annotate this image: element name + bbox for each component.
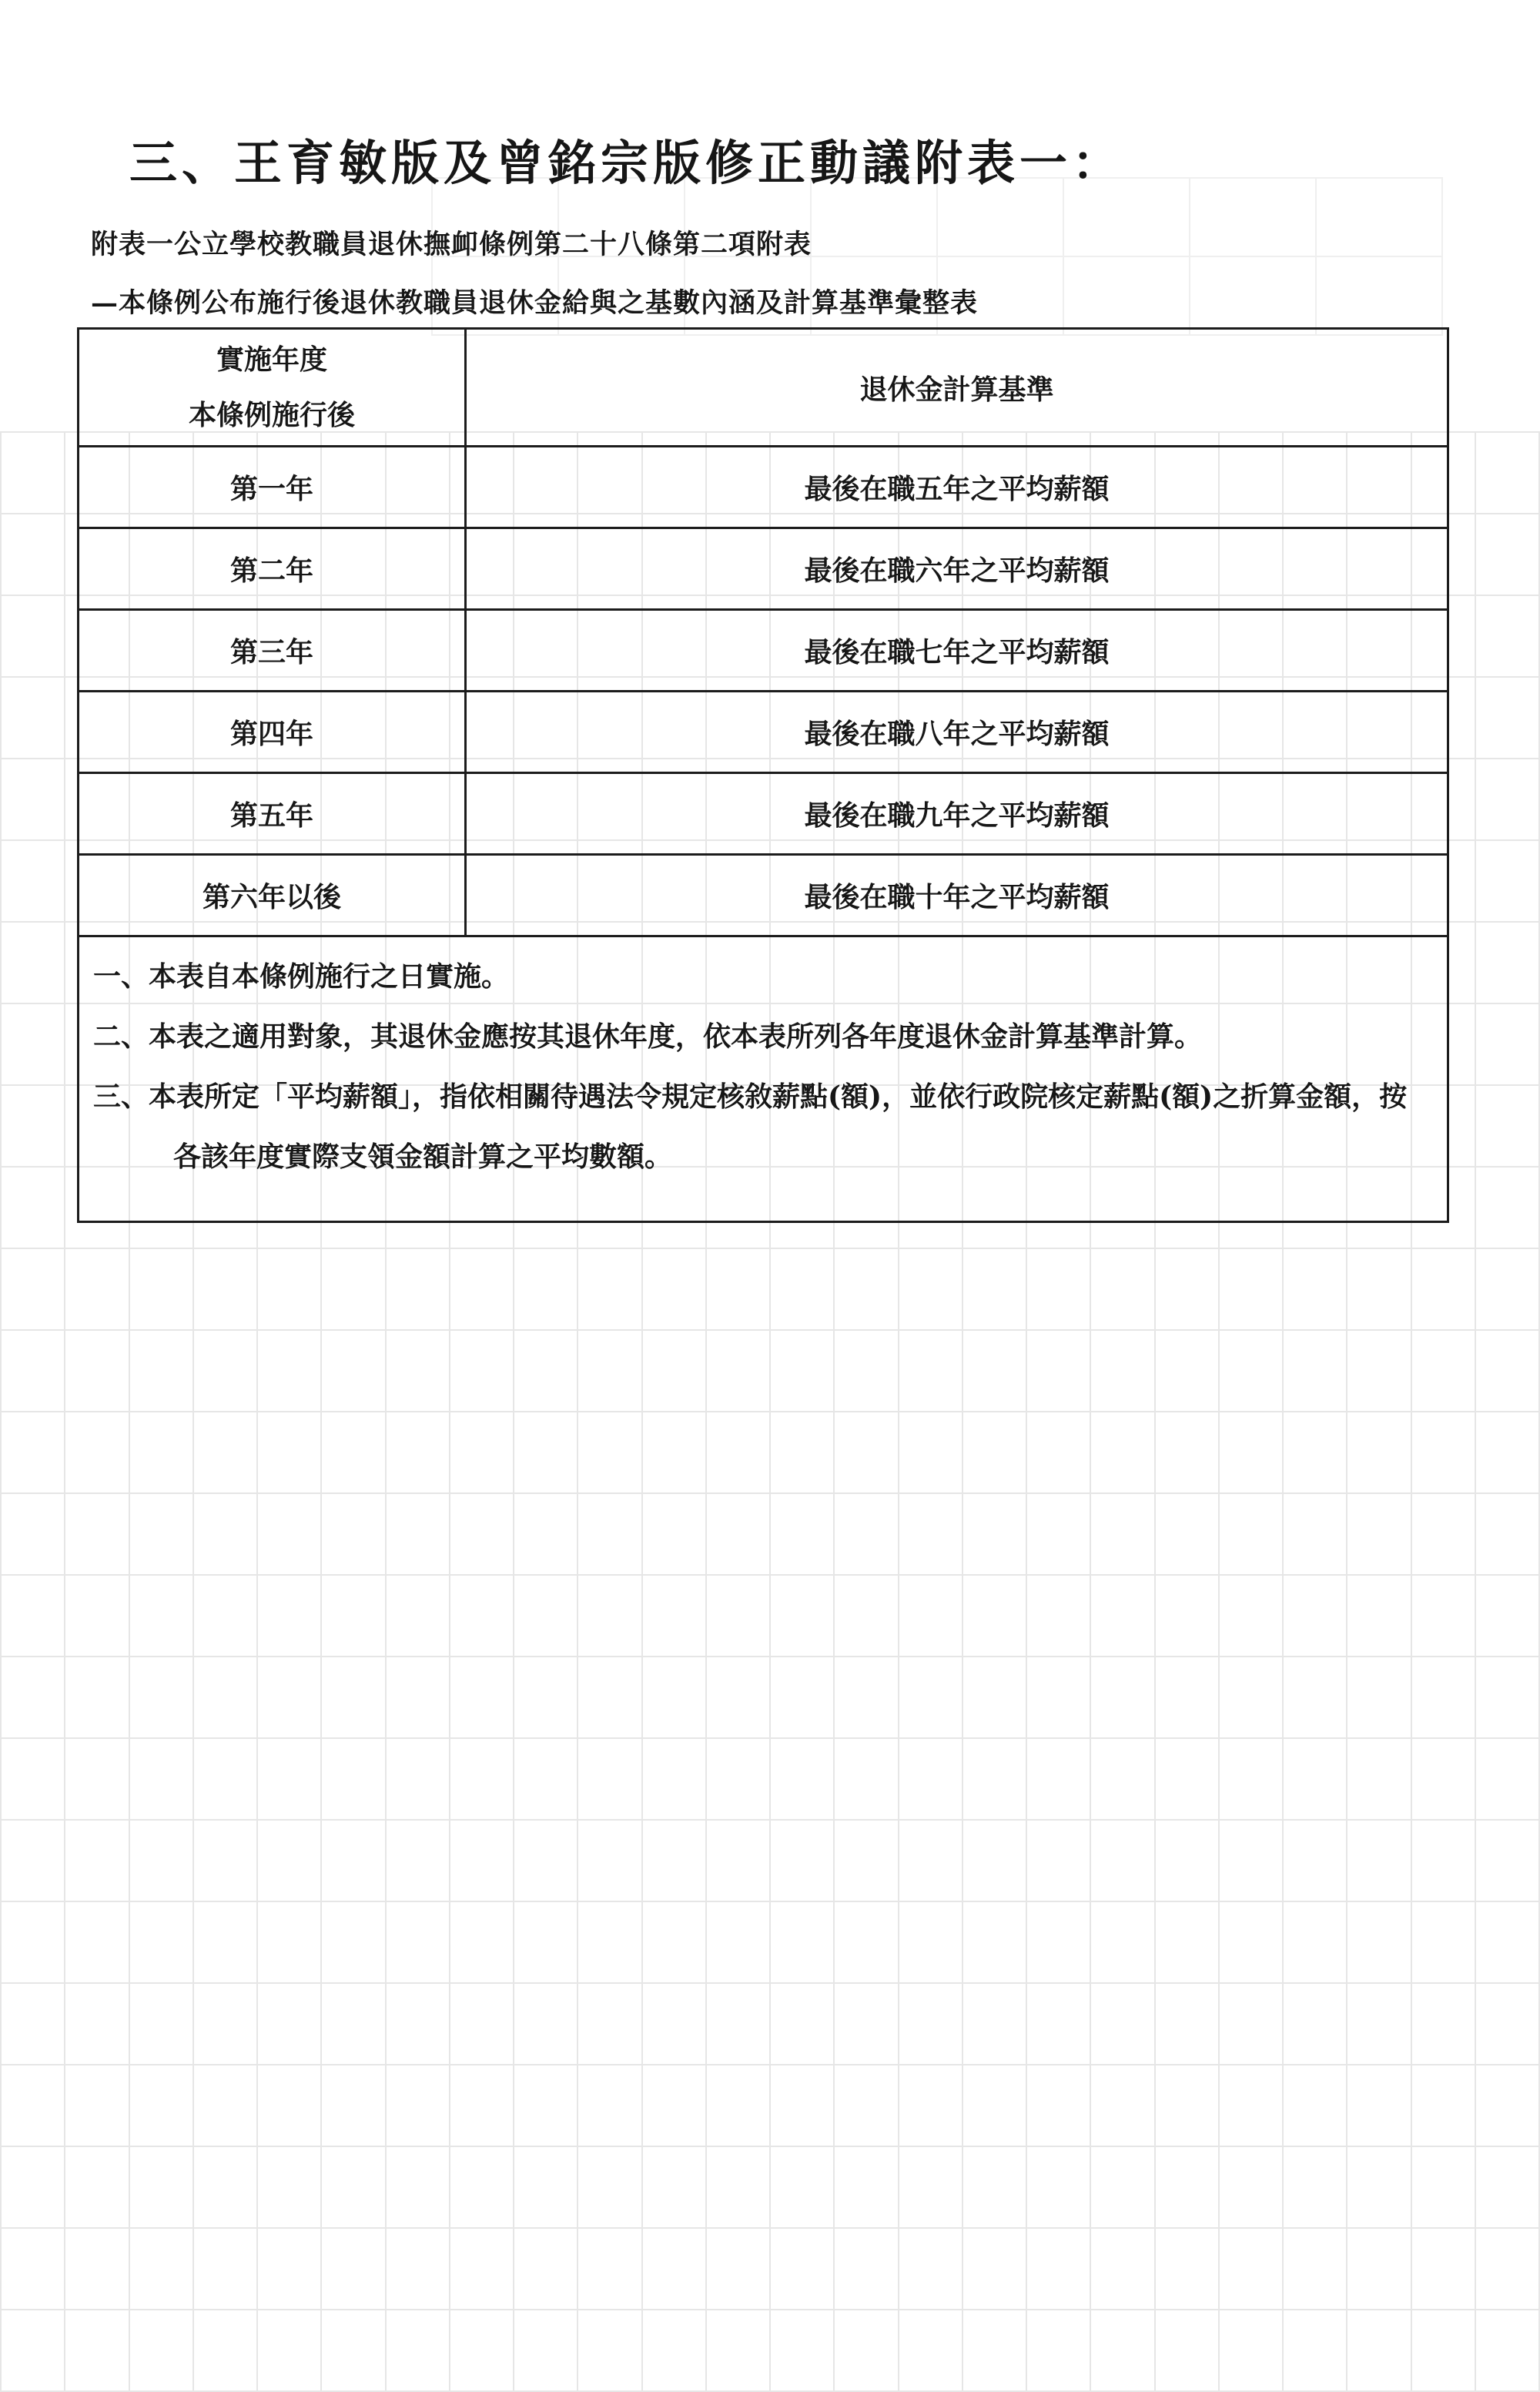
year-cell: 第一年 [79,447,466,528]
header-year-label: 實施年度 [216,343,327,376]
basis-cell: 最後在職七年之平均薪額 [466,610,1448,692]
table-caption-line2: —本條例公布施行後退休教職員退休金給與之基數內涵及計算基準彙整表 [91,287,979,319]
note-3: 三、本表所定「平均薪額」，指依相關待遇法令規定核敘薪點(額)，並依行政院核定薪點(額)之折算金額，按各該年度實際支領金額計算之平均數額。 [93,1080,1408,1173]
note-1: 一、本表自本條例施行之日實施。 [93,960,510,993]
basis-cell: 最後在職六年之平均薪額 [466,528,1448,610]
header-year-sublabel: 本條例施行後 [188,399,355,431]
table-row [79,447,1447,528]
table-notes [79,937,1447,1187]
basis-cell: 最後在職九年之平均薪額 [466,773,1448,855]
year-cell: 第三年 [79,610,466,692]
basis-cell: 最後在職五年之平均薪額 [466,447,1448,528]
header-basis-cell: 退休金計算基準 [466,330,1448,447]
page-title: 三、王育敏版及曾銘宗版修正動議附表一： [129,135,1125,191]
basis-cell: 最後在職八年之平均薪額 [466,692,1448,773]
table-row [79,528,1447,610]
year-cell: 第四年 [79,692,466,773]
year-cell: 第二年 [79,528,466,610]
table-header-row [79,330,1447,447]
basis-cell: 最後在職十年之平均薪額 [466,855,1448,936]
retirement-basis-table [77,327,1449,1223]
table-row [79,773,1447,855]
table-caption-line1: 附表一公立學校教職員退休撫卹條例第二十八條第二項附表 [91,229,812,260]
basis-table-grid [79,330,1447,937]
table-row [79,855,1447,936]
header-year-cell [79,330,466,447]
note-2: 二、本表之適用對象，其退休金應按其退休年度，依本表所列各年度退休金計算基準計算。 [93,1020,1203,1053]
year-cell: 第六年以後 [79,855,466,936]
year-cell: 第五年 [79,773,466,855]
table-row [79,610,1447,692]
table-row [79,692,1447,773]
